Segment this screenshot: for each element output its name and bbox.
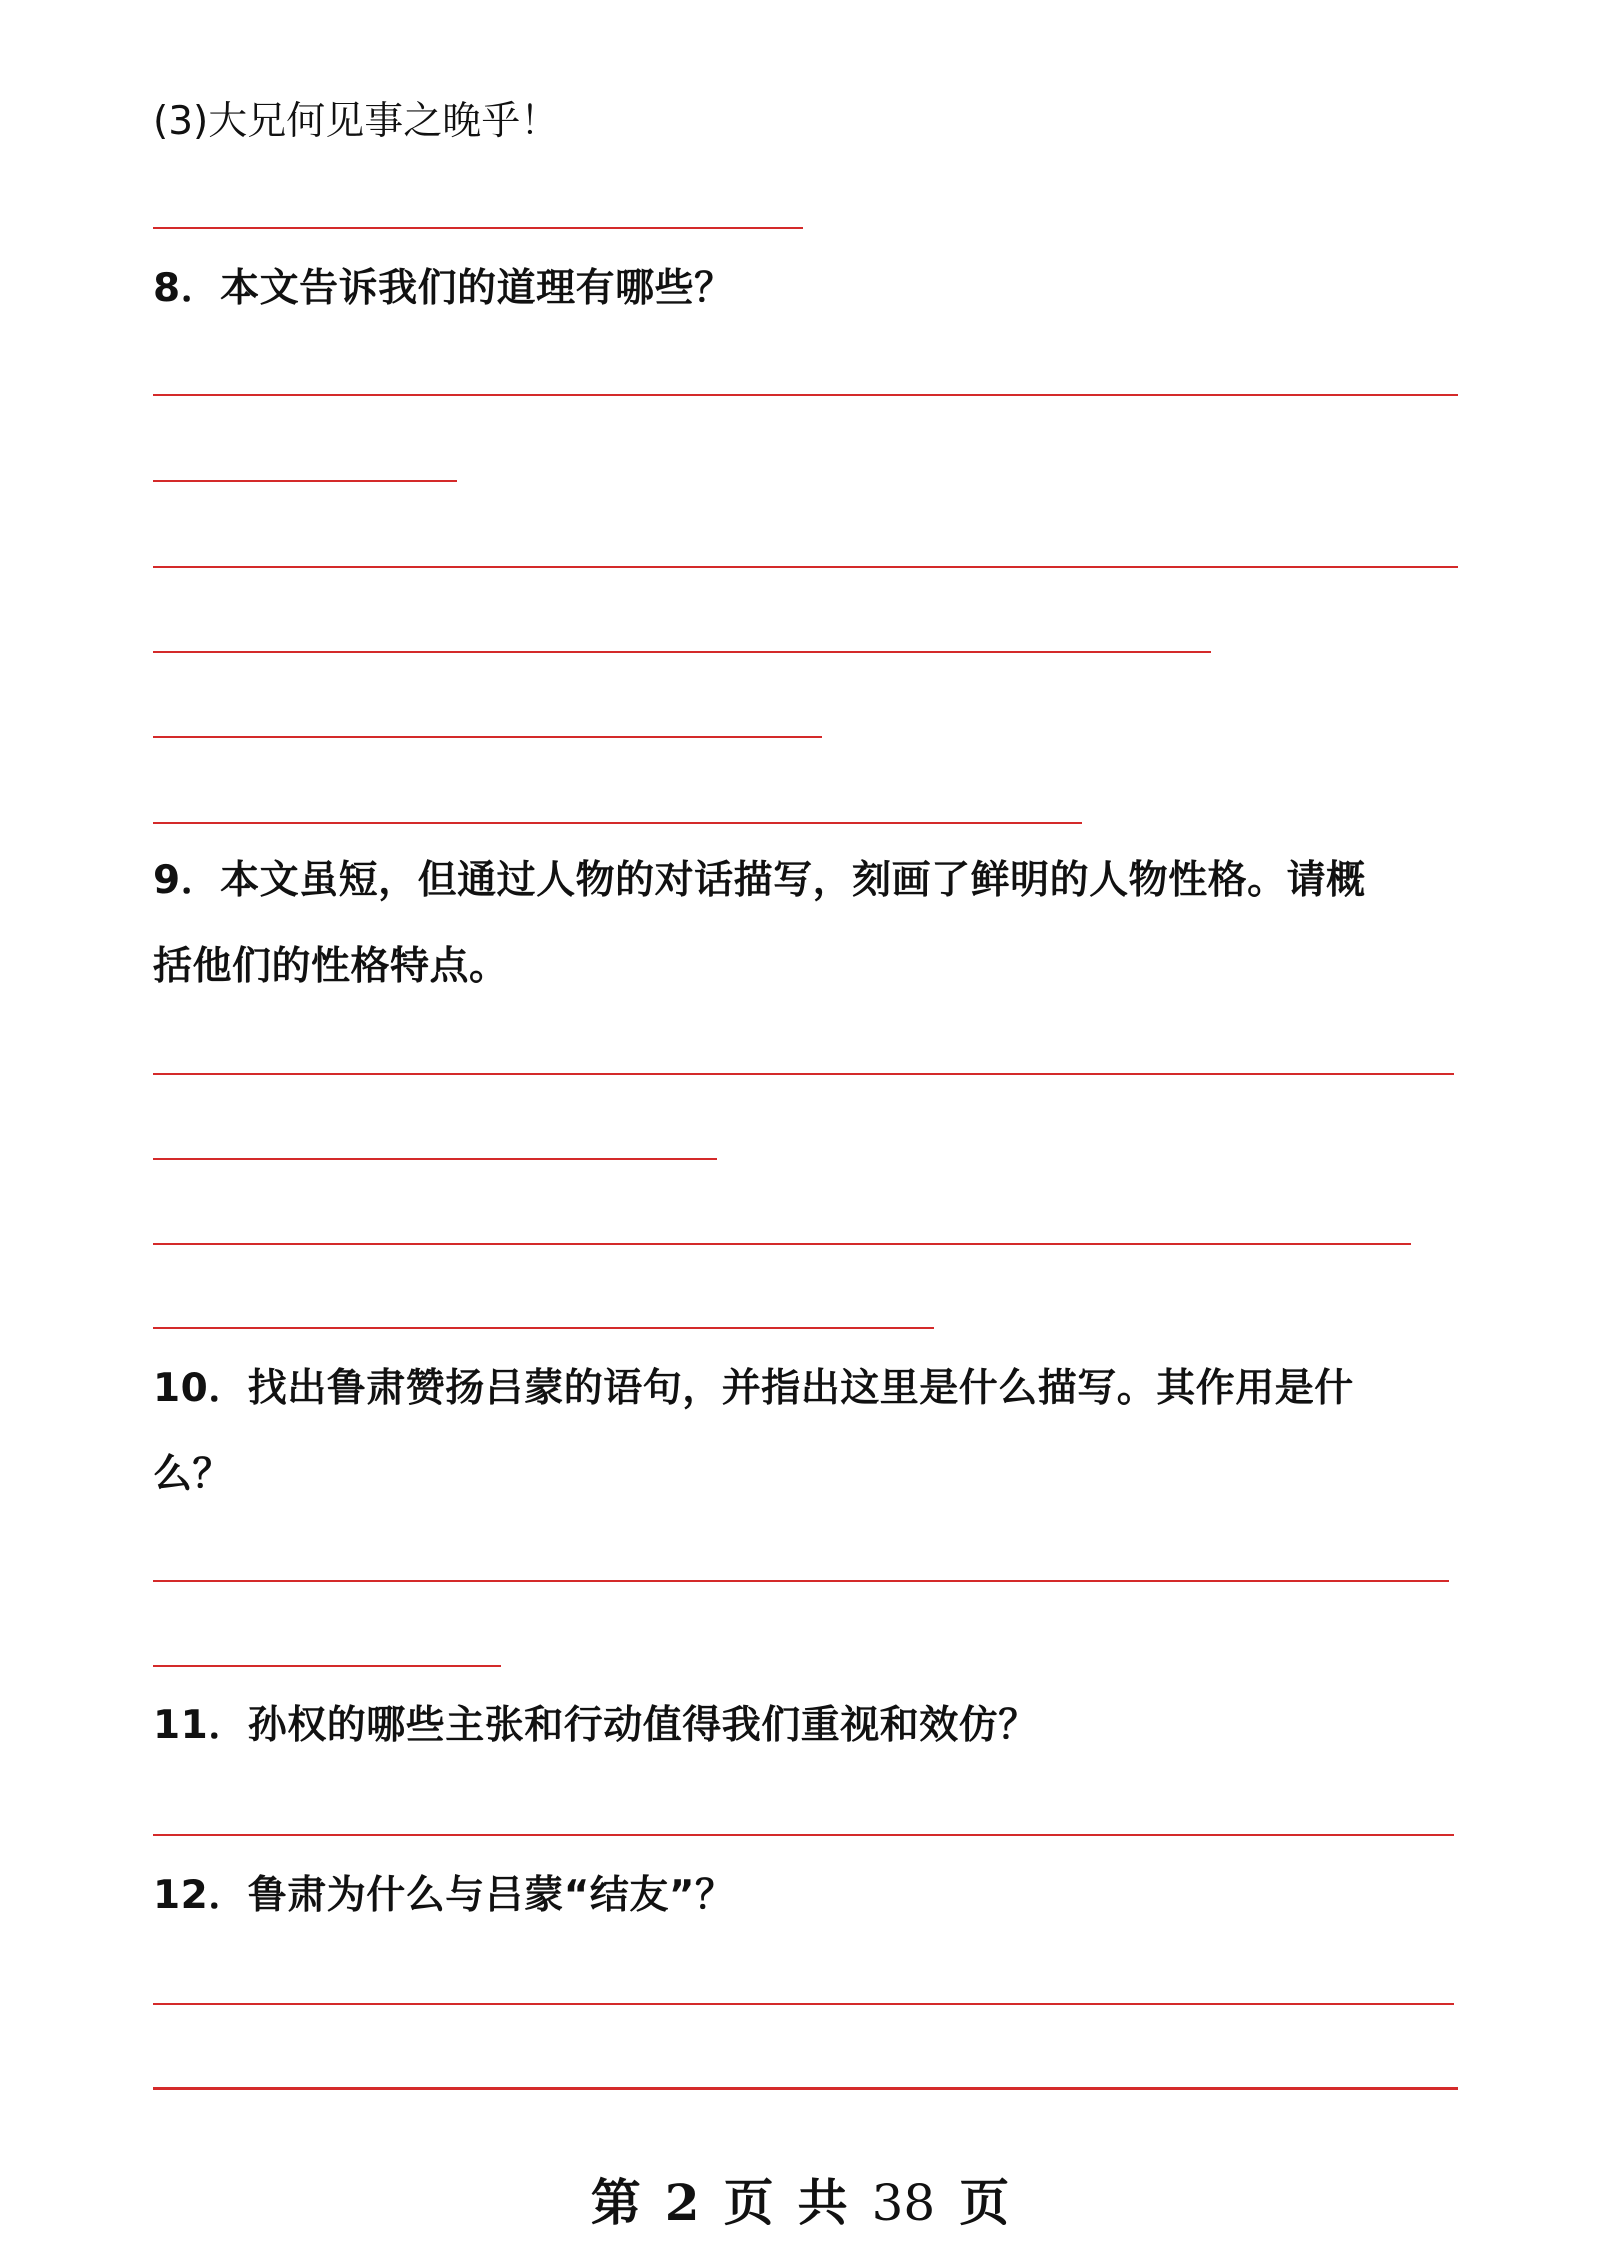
question-12: 12．鲁肃为什么与吕蒙“结友”？ — [153, 1873, 735, 1918]
footer-total-pages: 38 — [871, 2174, 936, 2232]
answer-line[interactable] — [153, 822, 1082, 824]
answer-line[interactable] — [153, 736, 822, 738]
question-10-continued: 么？ — [153, 1452, 233, 1497]
question-11: 11．孙权的哪些主张和行动值得我们重视和效仿？ — [153, 1703, 1038, 1748]
page-footer — [0, 2168, 1600, 2238]
footer-page-number: 2 — [664, 2173, 700, 2232]
footer-ye: 页 — [723, 2173, 774, 2232]
footer-gong: 共 — [797, 2173, 848, 2232]
answer-line[interactable] — [153, 1158, 717, 1160]
question-10: 10．找出鲁肃赞扬吕蒙的语句，并指出这里是什么描写。其作用是什 — [153, 1366, 1354, 1411]
answer-line[interactable] — [153, 394, 1458, 396]
answer-line[interactable] — [153, 1327, 934, 1329]
answer-line[interactable] — [153, 2003, 1454, 2005]
footer-ye-2: 页 — [959, 2173, 1010, 2232]
answer-line[interactable] — [153, 1243, 1411, 1245]
answer-line[interactable] — [153, 566, 1458, 568]
answer-line[interactable] — [153, 480, 457, 482]
answer-line[interactable] — [153, 1073, 1454, 1075]
answer-line[interactable] — [153, 1665, 501, 1667]
answer-line[interactable] — [153, 1580, 1449, 1582]
question-8: 8．本文告诉我们的道理有哪些？ — [153, 266, 734, 311]
answer-line[interactable] — [153, 651, 1211, 653]
answer-line[interactable] — [153, 2087, 1458, 2090]
question-9: 9．本文虽短，但通过人物的对话描写，刻画了鲜明的人物性格。请概 — [153, 858, 1366, 903]
answer-line[interactable] — [153, 227, 803, 229]
answer-line[interactable] — [153, 1834, 1454, 1836]
sub-question-3: (3)大兄何见事之晚乎！ — [153, 99, 560, 144]
question-9-continued: 括他们的性格特点。 — [153, 944, 509, 989]
footer-di: 第 — [590, 2173, 641, 2232]
